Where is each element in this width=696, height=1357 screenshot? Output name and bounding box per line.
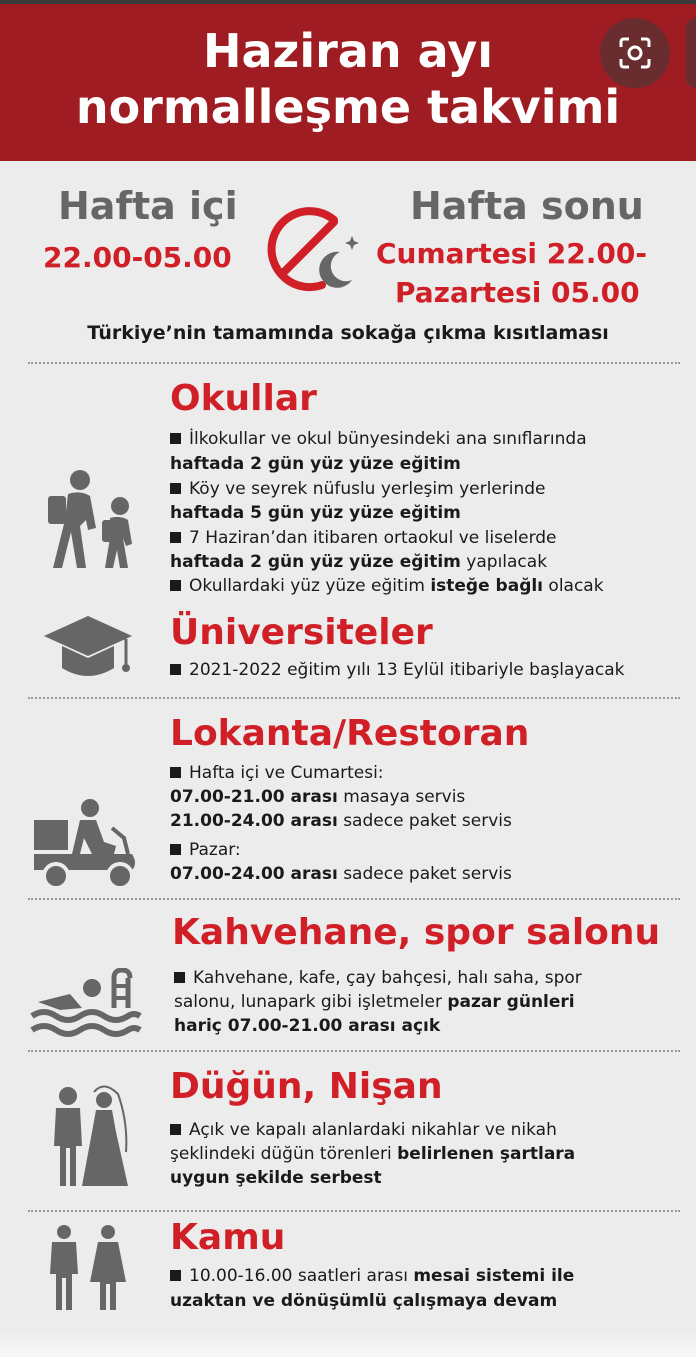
section-title-kamu: Kamu xyxy=(170,1217,286,1258)
section-title-dugun: Düğün, Nişan xyxy=(170,1066,443,1107)
side-button-edge[interactable] xyxy=(686,18,696,88)
curfew-note: Türkiye’nin tamamında sokağa çıkma kısıtlaması xyxy=(87,322,609,344)
lokanta-line: 07.00-21.00 arası masaya servis xyxy=(170,787,466,807)
divider xyxy=(28,1050,680,1052)
lokanta-line: 21.00-24.00 arası sadece paket servis xyxy=(170,811,512,831)
bride-groom-icon xyxy=(48,1082,132,1190)
weekend-time-line2: Pazartesi 05.00 xyxy=(395,276,640,309)
dugun-line: uygun şekilde serbest xyxy=(170,1168,382,1188)
section-title-universiteler: Üniversiteler xyxy=(170,612,433,653)
kahvehane-line: salonu, lunapark gibi işletmeler pazar günleri xyxy=(174,992,575,1012)
okullar-line: haftada 2 gün yüz yüze eğitim yapılacak xyxy=(170,552,548,572)
weekday-time: 22.00-05.00 xyxy=(43,241,232,274)
man-woman-icon xyxy=(44,1224,132,1312)
section-title-kahvehane: Kahvehane, spor salonu xyxy=(172,912,661,953)
universiteler-line: 2021-2022 eğitim yılı 13 Eylül itibariyle başlayacak xyxy=(170,660,624,680)
weekday-label: Hafta içi xyxy=(58,184,238,228)
lokanta-line: Pazar: xyxy=(170,840,241,860)
swimmer-icon xyxy=(30,968,142,1040)
section-title-lokanta: Lokanta/Restoran xyxy=(170,713,530,754)
no-curfew-moon-icon xyxy=(262,200,367,295)
visual-search-icon xyxy=(618,36,652,70)
okullar-line: İlkokullar ve okul bünyesindeki ana sınıflarında xyxy=(170,429,587,449)
graduation-cap-icon xyxy=(42,612,134,684)
visual-search-button[interactable] xyxy=(600,18,670,88)
kamu-line: uzaktan ve dönüşümlü çalışmaya devam xyxy=(170,1291,558,1311)
weekend-time-line1: Cumartesi 22.00- xyxy=(376,237,647,270)
divider xyxy=(28,898,680,900)
kahvehane-line: Kahvehane, kafe, çay bahçesi, halı saha, spor xyxy=(174,968,582,988)
section-title-okullar: Okullar xyxy=(170,378,317,419)
kamu-line: 10.00-16.00 saatleri arası mesai sistemi ile xyxy=(170,1266,574,1286)
okullar-line: haftada 5 gün yüz yüze eğitim xyxy=(170,503,461,523)
lokanta-line: 07.00-24.00 arası sadece paket servis xyxy=(170,864,512,884)
lokanta-line: Hafta içi ve Cumartesi: xyxy=(170,763,384,783)
okullar-line: haftada 2 gün yüz yüze eğitim xyxy=(170,454,461,474)
dugun-line: şeklindeki düğün törenleri belirlenen şartlara xyxy=(170,1144,576,1164)
weekend-label: Hafta sonu xyxy=(410,184,644,228)
page-title-line1: Haziran ayı xyxy=(203,24,493,78)
okullar-line: Okullardaki yüz yüze eğitim isteğe bağlı olacak xyxy=(170,576,604,596)
divider xyxy=(28,1210,680,1212)
dugun-line: Açık ve kapalı alanlardaki nikahlar ve nikah xyxy=(170,1120,557,1140)
divider xyxy=(28,362,680,364)
divider xyxy=(28,697,680,699)
okullar-line: Köy ve seyrek nüfuslu yerleşim yerlerinde xyxy=(170,479,546,499)
bottom-fade xyxy=(0,1330,696,1357)
students-icon xyxy=(40,468,142,572)
kahvehane-line: hariç 07.00-21.00 arası açık xyxy=(174,1016,441,1036)
page-title-line2: normalleşme takvimi xyxy=(75,80,621,134)
delivery-scooter-icon xyxy=(32,798,140,890)
okullar-line: 7 Haziran’dan itibaren ortaokul ve liselerde xyxy=(170,528,557,548)
header-banner xyxy=(0,4,696,161)
